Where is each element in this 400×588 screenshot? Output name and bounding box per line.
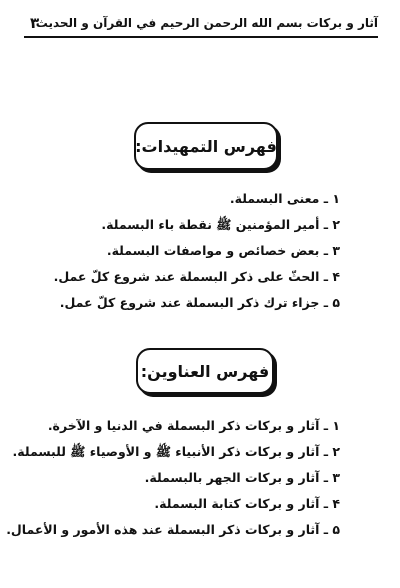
list-item: ۵ ـ آثار و بركات ذكر البسملة عند هذه الأمور و الأعمال. xyxy=(6,522,340,537)
preface-index-list xyxy=(54,186,340,316)
section-heading: فهرس التمهيدات: xyxy=(135,136,277,156)
section-heading-box xyxy=(136,348,274,394)
list-item: ۵ ـ جزاء ترك ذكر البسملة عند شروع كلّ عمل. xyxy=(59,295,340,310)
header-title: آثار و بركات بسم الله الرحمن الرحيم في القرآن و الحديث xyxy=(35,16,378,30)
list-item: ١ ـ آثار و بركات ذكر البسملة في الدنيا و الآخرة. xyxy=(47,418,340,433)
section-heading: فهرس العناوين: xyxy=(140,361,270,381)
section-heading-box xyxy=(134,122,278,170)
list-item: ٣ ـ آثار و بركات الجهر بالبسملة. xyxy=(144,470,340,485)
list-item: ۴ ـ الحثّ على ذكر البسملة عند شروع كلّ عمل. xyxy=(53,269,340,284)
page-header xyxy=(24,14,378,38)
list-item: ١ ـ معنى البسملة. xyxy=(229,191,340,206)
titles-index-list xyxy=(6,413,340,543)
list-item: ٢ ـ أمير المؤمنين ﷺ نقطة باء البسملة. xyxy=(101,217,340,232)
list-item: ٢ ـ آثار و بركات ذكر الأنبياء ﷺ و الأوصياء ﷺ للبسملة. xyxy=(12,444,340,459)
page-number: ٣ xyxy=(30,14,40,32)
list-item: ٣ ـ بعض خصائص و مواصفات البسملة. xyxy=(106,243,340,258)
list-item: ۴ ـ آثار و بركات كتابة البسملة. xyxy=(154,496,340,511)
